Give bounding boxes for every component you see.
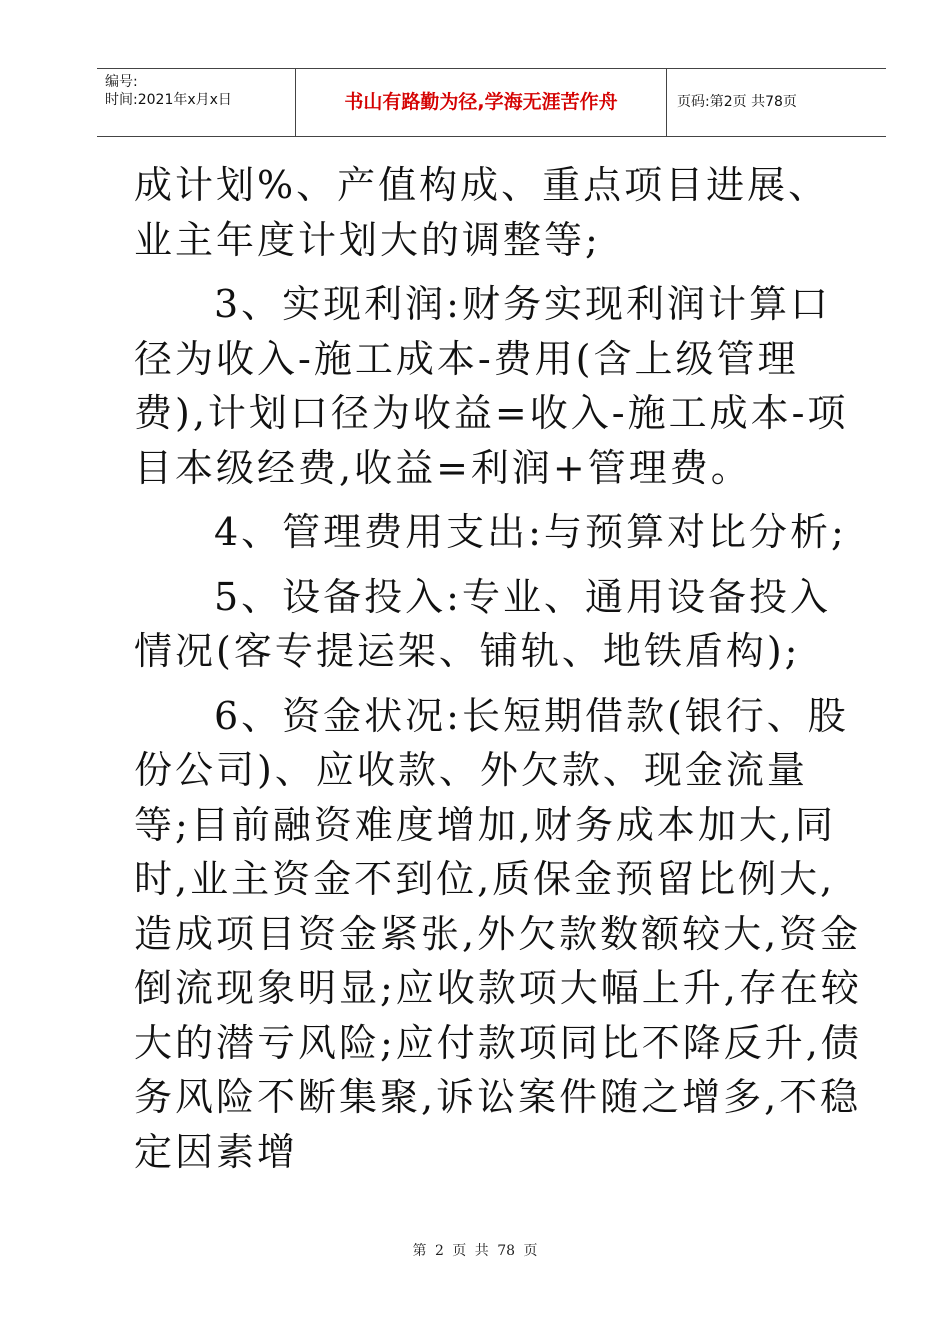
page-footer: 第 2 页 共 78 页 [412,1243,538,1259]
paragraph-management-expense: 4、管理费用支出:与预算对比分析; [214,510,847,554]
serial-number-label: 编号: [105,74,138,90]
page-header [97,68,886,137]
header-meta [97,69,296,136]
header-page-info: 页码:第2页 共78页 [677,94,797,110]
paragraph-continuation: 成计划%、产值构成、重点项目进展、业主年度计划大的调整等; [134,163,830,262]
paragraph-profit: 3、实现利润:财务实现利润计算口径为收入-施工成本-费用(含上级管理费),计划口径为收益=收入-施工成本-项目本级经费,收益=利润+管理费。 [134,282,849,490]
date-label: 时间:2021年x月x日 [105,92,232,108]
paragraph-equipment: 5、设备投入:专业、通用设备投入情况(客专提运架、铺轨、地铁盾构); [134,574,831,673]
document-body [134,158,864,1179]
paragraph-funds: 6、资金状况:长短期借款(银行、股份公司)、应收款、外欠款、现金流量等;目前融资难度增加,财务成本加大,同时,业主资金不到位,质保金预留比例大,造成项目资金紧张,外欠款数额较大,资金倒流现象明显;应收款项大幅上升,存在较大的潜亏风险;应付款项同比不降反升,债务风险不断集聚,诉讼案件随之增多,不稳定因素增 [134,693,862,1174]
header-motto: 书山有路勤为径,学海无涯苦作舟 [296,69,667,136]
